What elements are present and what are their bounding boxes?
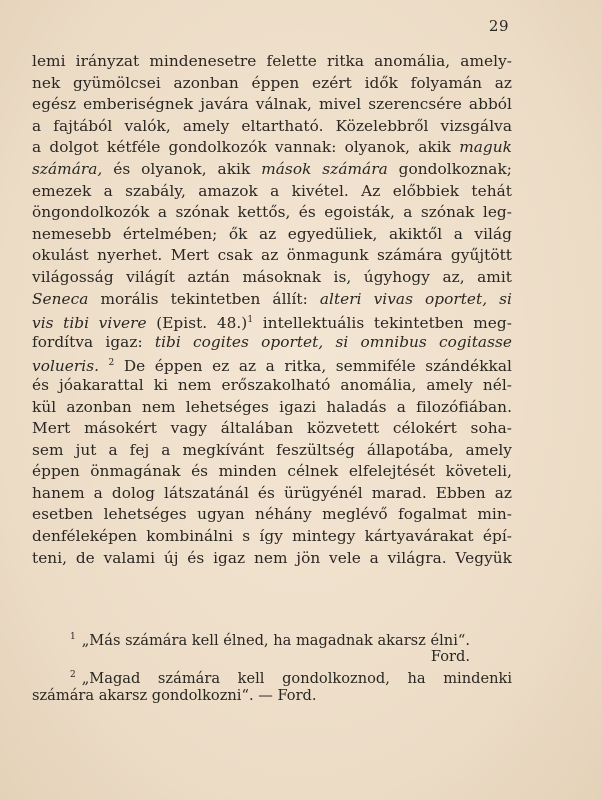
text-line <box>32 202 512 224</box>
text-segment: gondolkoznak; <box>387 159 512 178</box>
text-line <box>32 94 512 116</box>
text-line <box>32 504 512 526</box>
text-segment: intellektuális tekintetben meg- <box>253 314 512 333</box>
footnote-1-text: „Más számára kell élned, ha magadnak akarsz élni“. <box>81 632 470 649</box>
footnote-2-number: 2 <box>70 670 76 681</box>
footnote-2 <box>32 666 512 688</box>
text-line <box>32 289 512 311</box>
text-segment: és olyanok, akik <box>102 159 262 178</box>
text-segment: hanem a dolog látszatánál és ürügyénél marad. Ebben az <box>32 483 512 502</box>
text-segment: teni, de valami új és igaz nem jön vele a világra. Vegyük <box>32 548 512 567</box>
text-segment: De éppen ez az a ritka, semmiféle szándékkal <box>114 357 512 376</box>
text-segment: öngondolkozók a szónak kettős, és egoisták, a szónak leg- <box>32 203 512 222</box>
text-line <box>32 332 512 354</box>
footnote-2-text: „Magad számára kell gondolkoznod, ha mindenki <box>81 670 512 688</box>
text-segment: kül azonban nem lehetséges igazi haladás a filozófiában. <box>32 397 512 416</box>
main-text-block <box>32 51 512 569</box>
text-segment: okulást nyerhet. Mert csak az önmagunk számára gyűjtött <box>32 246 512 265</box>
text-line <box>32 181 512 203</box>
italic-text: vis tibi vivere <box>32 314 147 333</box>
text-line <box>32 310 512 332</box>
text-segment: esetben lehetséges ugyan néhány meglévő fogalmat min- <box>32 505 512 524</box>
text-line <box>32 51 512 73</box>
text-line <box>32 116 512 138</box>
text-segment: nemesebb értelmében; ők az egyedüliek, akiktől a világ <box>32 224 512 243</box>
italic-text: mások számára <box>261 159 388 178</box>
italic-text: Seneca <box>32 289 89 308</box>
text-line <box>32 526 512 548</box>
text-line <box>32 397 512 419</box>
italic-text: volueris. <box>32 357 100 376</box>
footnotes <box>32 628 512 705</box>
text-segment: nek gyümölcsei azonban éppen ezért idők folyamán az <box>32 73 512 92</box>
text-segment: lemi irányzat mindenesetre felette ritka anomália, amely- <box>32 52 512 70</box>
text-segment: világosság világít aztán másoknak is, úgyhogy az, amit <box>32 267 512 286</box>
text-segment <box>99 357 109 375</box>
text-segment: sem jut a fej a megkívánt feszültség állapotába, amely <box>32 440 512 459</box>
italic-text: maguk <box>459 138 512 157</box>
footnote-reference: 2 <box>108 358 115 369</box>
text-segment: (Epist. 48.) <box>146 314 248 333</box>
footnote-1 <box>32 628 512 647</box>
text-segment: morális tekintetben állít: <box>88 289 320 308</box>
text-line <box>32 461 512 483</box>
text-line <box>32 375 512 397</box>
text-segment: egész emberiségnek javára válnak, mivel szerencsére abból <box>32 95 512 114</box>
text-segment: és jóakarattal ki nem erőszakolható anomália, amely nél- <box>32 375 512 394</box>
text-line <box>32 224 512 246</box>
text-line <box>32 159 512 181</box>
text-line <box>32 548 512 570</box>
footnote-reference: 1 <box>247 315 254 326</box>
text-line <box>32 418 512 440</box>
text-segment: Mert másokért vagy általában közvetett célokért soha- <box>32 419 512 438</box>
footnote-2-continuation: számára akarsz gondolkozni“. — Ford. <box>32 686 317 704</box>
text-line <box>32 483 512 505</box>
text-segment: a dolgot kétféle gondolkozók vannak: olyanok, akik <box>32 138 460 157</box>
text-segment: éppen önmagának és minden célnek elfelejtését követeli, <box>32 462 512 481</box>
text-segment: denféleképen kombinálni s így mintegy kártyavárakat épí- <box>32 527 512 546</box>
italic-text: alteri vivas oportet, si <box>319 289 512 308</box>
text-segment: emezek a szabály, amazok a kivétel. Az előbbiek tehát <box>32 181 512 200</box>
page-number: 29 <box>488 17 509 35</box>
text-line <box>32 440 512 462</box>
text-line <box>32 267 512 289</box>
text-line <box>32 137 512 159</box>
text-segment: fordítva igaz: <box>32 332 155 351</box>
italic-text: számára, <box>32 159 103 178</box>
italic-text: tibi cogites oportet, si omnibus cogitasse <box>154 332 512 351</box>
footnote-1-number: 1 <box>70 632 76 642</box>
text-line <box>32 73 512 95</box>
text-line <box>32 245 512 267</box>
text-segment: a fajtából valók, amely eltartható. Közelebbről vizsgálva <box>32 116 512 135</box>
footnote-1-attribution: Ford. <box>430 648 470 666</box>
text-line <box>32 353 512 375</box>
